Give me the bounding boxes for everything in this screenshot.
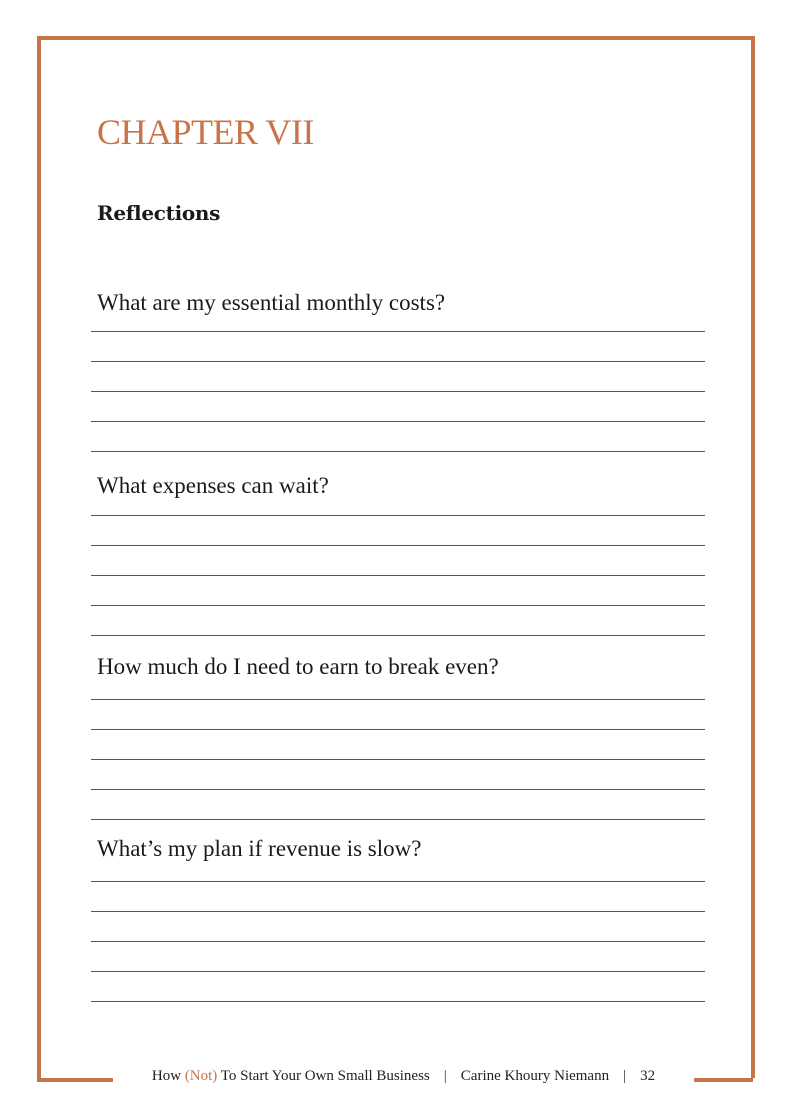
question-block-3 <box>91 652 705 820</box>
page-number: 32 <box>640 1068 656 1084</box>
page-footer <box>113 1066 694 1086</box>
answer-line[interactable] <box>91 635 705 636</box>
footer-title-accent: (Not) <box>184 1068 218 1084</box>
footer-book-title <box>152 1068 430 1084</box>
section-heading: Reflections <box>97 201 221 225</box>
question-block-4 <box>91 834 705 1002</box>
question-text: What are my essential monthly costs? <box>97 290 446 315</box>
question-text: What’s my plan if revenue is slow? <box>97 836 422 861</box>
question-block-1 <box>91 288 705 452</box>
answer-line[interactable] <box>91 819 705 820</box>
answer-line[interactable] <box>91 1001 705 1002</box>
question-text: What expenses can wait? <box>97 473 329 498</box>
footer-author: Carine Khoury Niemann <box>460 1068 610 1084</box>
footer-title-before: How <box>151 1068 185 1084</box>
question-text: How much do I need to earn to break even? <box>97 654 499 679</box>
page-border-bottom-left <box>37 1078 113 1082</box>
footer-separator: | <box>623 1068 627 1084</box>
chapter-title: CHAPTER VII <box>97 112 314 152</box>
answer-line[interactable] <box>91 451 705 452</box>
footer-separator: | <box>443 1068 447 1084</box>
page-border-bottom-right <box>694 1078 753 1082</box>
question-block-2 <box>91 471 705 636</box>
footer-title-after: To Start Your Own Small Business <box>217 1068 430 1084</box>
